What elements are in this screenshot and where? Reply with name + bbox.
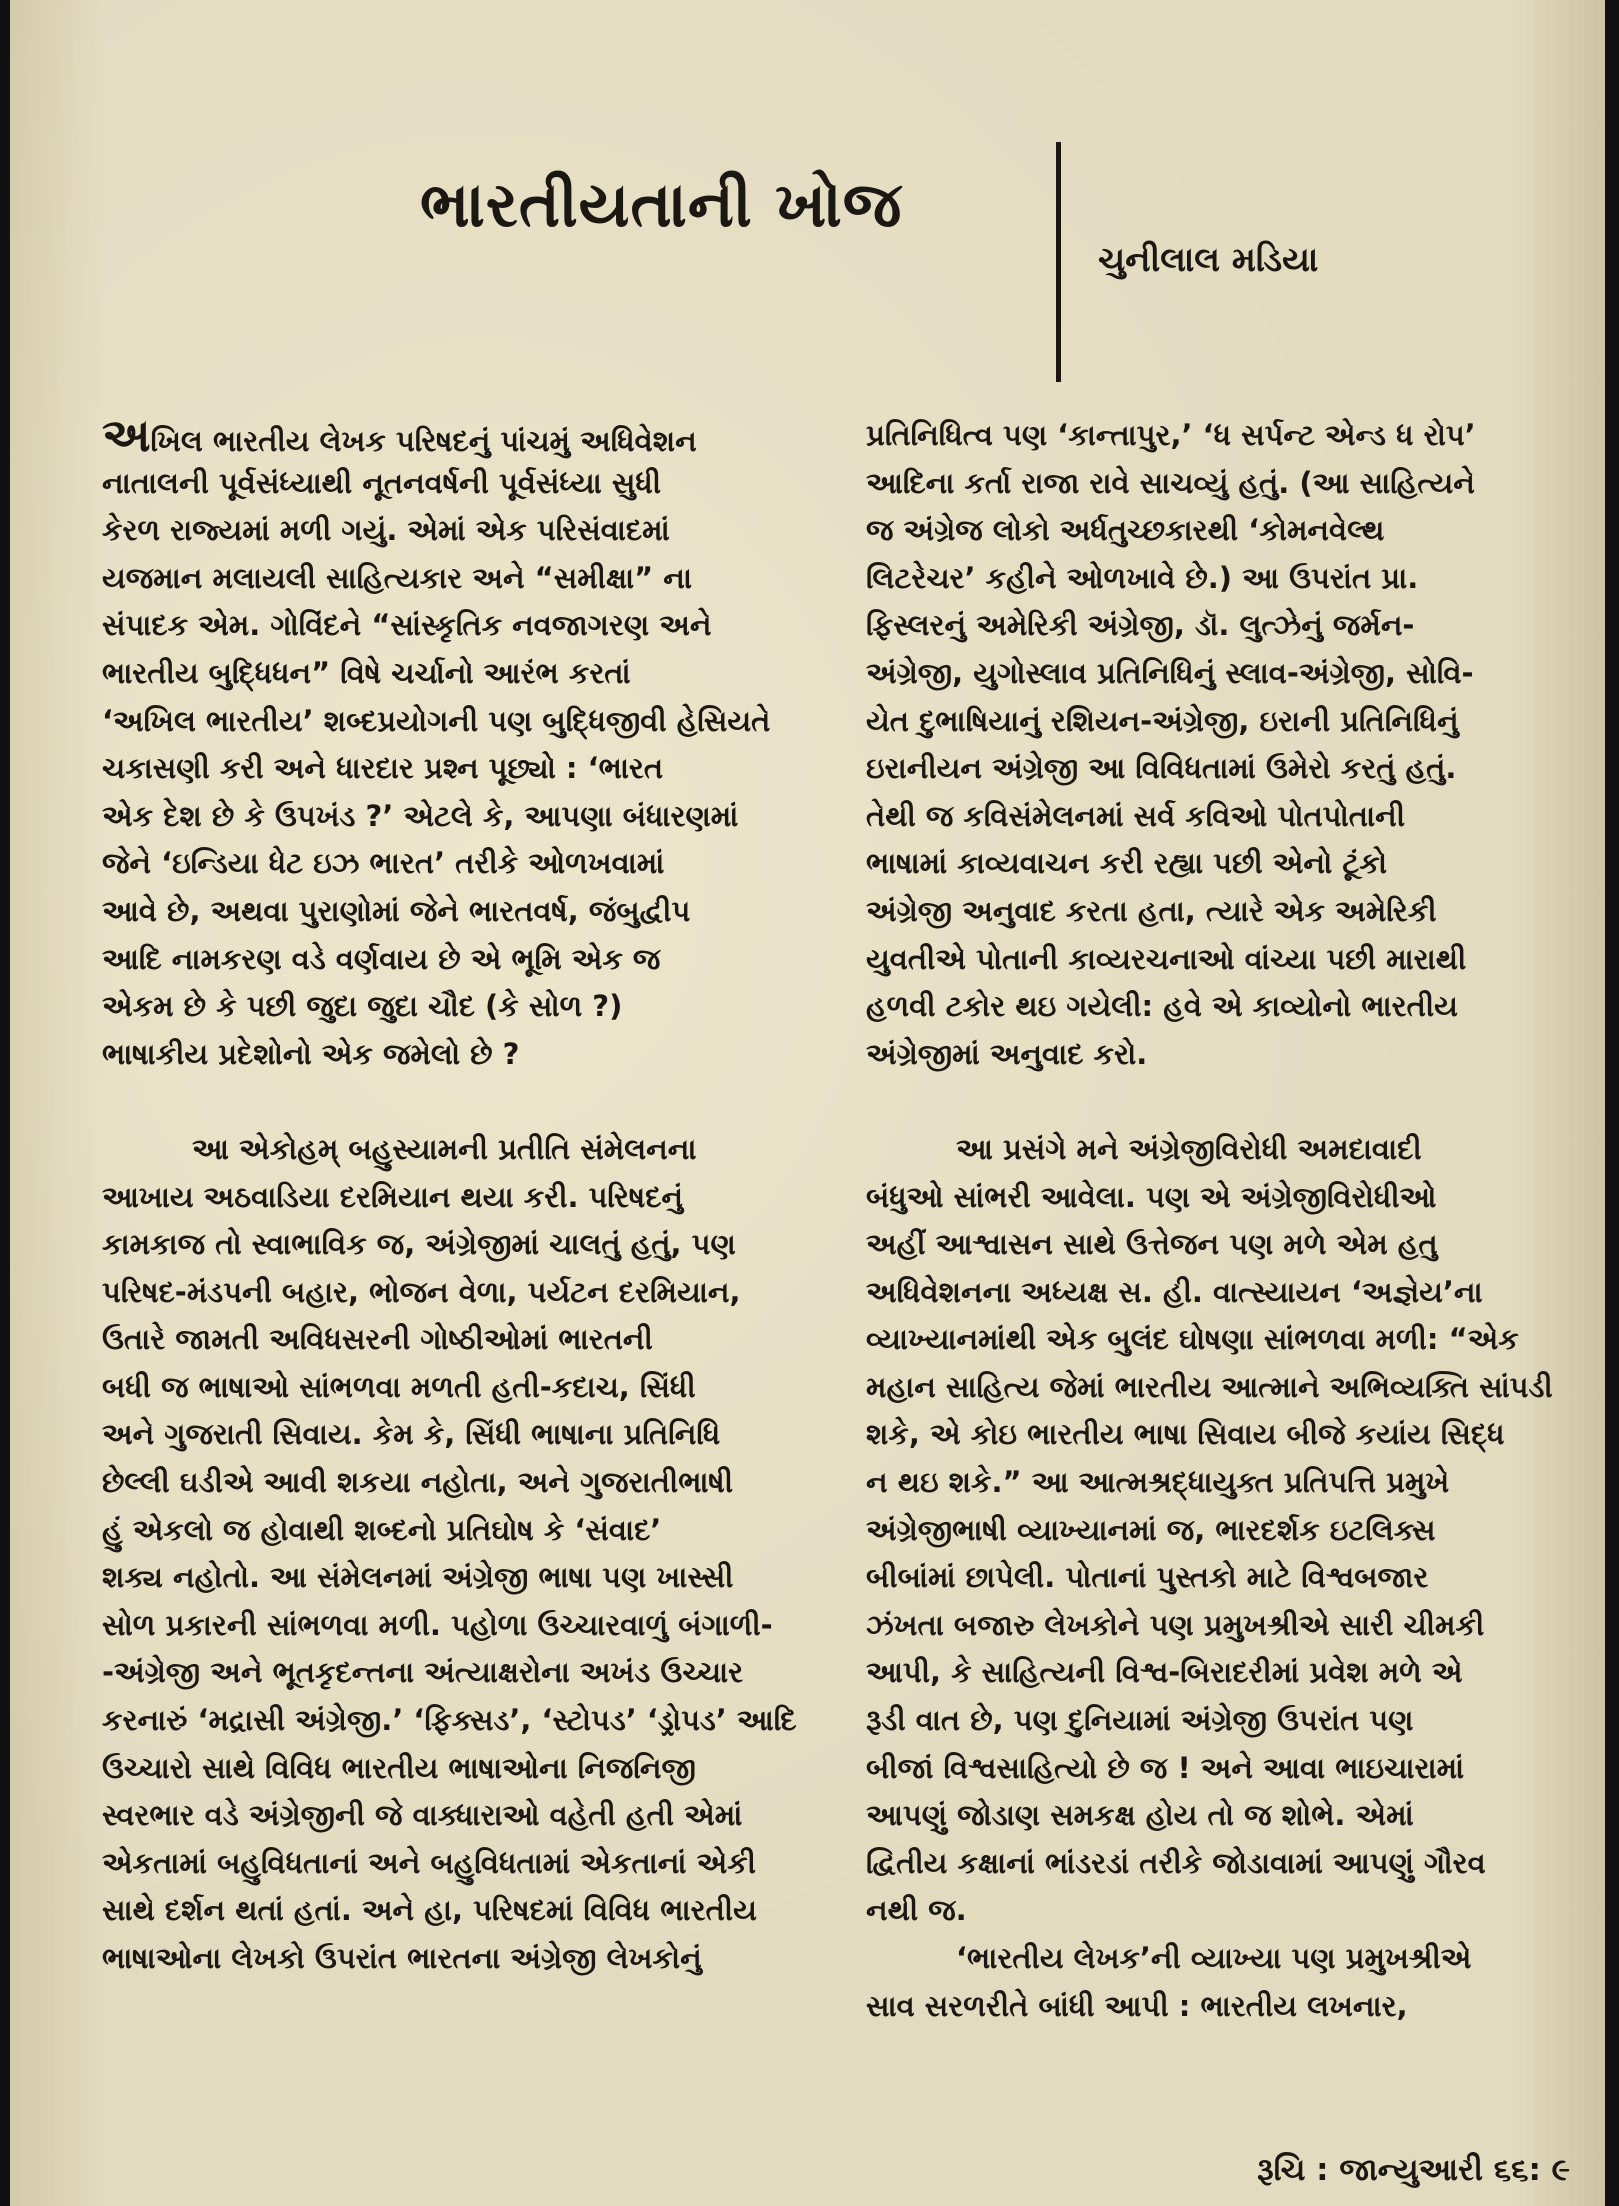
text-line (866, 460, 1566, 508)
text-line (866, 1745, 1566, 1793)
text-line-content: યુવતીએ પોતાની કાવ્યરચનાઓ વાંચ્યા પછી મારાથી (866, 941, 1467, 976)
text-line-content: સોળ પ્રકારની સાંભળવા મળી. પહોળા ઉચ્ચારવાળું બંગાળી- (102, 1607, 773, 1642)
text-line-content: બધી જ ભાષાઓ સાંભળવા મળતી હતી-કદાચ, સિંધી (102, 1369, 696, 1404)
text-line (866, 602, 1566, 650)
text-line (102, 793, 814, 841)
text-line-content: એક દેશ છે કે ઉપખંડ ?’ એટલે કે, આપણા બંધારણમાં (102, 798, 739, 833)
text-line (102, 460, 814, 508)
text-line-content: અંગ્રેજીમાં અનુવાદ કરો. (866, 1036, 1148, 1071)
text-line (866, 1554, 1566, 1602)
text-line-content: અહીં આશ્વાસન સાથે ઉત્તેજન પણ મળે એમ હતુ (866, 1227, 1438, 1262)
text-line-content: આવે છે, અથવા પુરાણોમાં જેને ભારતવર્ષ, જંબુદ્વીપ (102, 893, 691, 928)
text-line-content: શક્ય નહોતો. આ સંમેલનમાં અંગ્રેજી ભાષા પણ ખાસ્સી (102, 1560, 734, 1595)
text-line-content: બીબાંમાં છાપેલી. પોતાનાં પુસ્તકો માટે વિશ્વબજાર (866, 1560, 1429, 1595)
text-line-content: યેત દુભાષિયાનું રશિયન-અંગ્રેજી, ઇરાની પ્રતિનિધિનું (866, 703, 1459, 738)
text-line-content: ઉતારે જામતી અવિધસરની ગોષ્ઠીઓમાં ભારતની (102, 1322, 653, 1357)
text-line (866, 1887, 1566, 1935)
text-line (102, 1887, 814, 1935)
article-title: ભારતીયતાની ખોજ (420, 168, 903, 241)
text-line (866, 793, 1566, 841)
text-line-content: પરિષદ-મંડપની બહાર, ભોજન વેળા, પર્યટન દરમિયાન, (102, 1274, 741, 1309)
text-line-content: નાતાલની પૂર્વસંધ્યાથી નૂતનવર્ષની પૂર્વસંધ્યા સુધી (102, 465, 662, 500)
text-line-content: કામકાજ તો સ્વાભાવિક જ, અંગ્રેજીમાં ચાલતું હતું, પણ (102, 1227, 736, 1262)
text-line (102, 936, 814, 984)
text-line-content: ભાષામાં કાવ્યવાચન કરી રહ્યા પછી એનો ટૂંકો (866, 846, 1387, 881)
text-line (866, 888, 1566, 936)
text-line (102, 1031, 814, 1079)
text-line (866, 1507, 1566, 1555)
text-line (866, 1316, 1566, 1364)
text-line (102, 1554, 814, 1602)
text-line (102, 698, 814, 746)
text-line-content: કેરળ રાજ્યમાં મળી ગયું. એમાં એક પરિસંવાદમાં (102, 513, 670, 548)
text-line-content: કરનારું ‘મદ્રાસી અંગ્રેજી.’ ‘ફિક્સડ’, ‘સ્ટોપડ’ ‘ડ્રોપડ’ આદિ (102, 1703, 797, 1738)
text-line (102, 1935, 814, 1983)
article-author: ચુનીલાલ મડિયા (1098, 240, 1319, 280)
text-line-content: એકમ છે કે પછી જુદા જુદા ચૌદ (કે સોળ ?) (102, 989, 623, 1024)
text-line-content: સાથે દર્શન થતાં હતાં. અને હા, પરિષદમાં વિવિધ ભારતીય (102, 1893, 757, 1928)
text-line (102, 840, 814, 888)
text-line-content: -અંગ્રેજી અને ભૂતકૃદન્તના અંત્યાક્ષરોના અખંડ ઉચ્ચાર (102, 1655, 744, 1690)
text-line (102, 1602, 814, 1650)
text-line (866, 1983, 1566, 2031)
text-line (866, 840, 1566, 888)
text-line-content: આ પ્રસંગે મને અંગ્રેજીવિરોધી અમદાવાદી (956, 1131, 1422, 1166)
text-line (102, 507, 814, 555)
text-line-content: ઇરાનીયન અંગ્રેજી આ વિવિધતામાં ઉમેરો કરતું હતું. (866, 751, 1457, 786)
text-line-content: આદિ નામકરણ વડે વર્ણવાય છે એ ભૂમિ એક જ (102, 941, 661, 976)
text-line (102, 1840, 814, 1888)
text-line-content: ભારતીય બુદ્ધિધન” વિષે ચર્ચાનો આરંભ કરતાં (102, 655, 631, 690)
text-line (102, 1316, 814, 1364)
text-line (866, 1364, 1566, 1412)
text-line (102, 1745, 814, 1793)
text-line-content: જેને ‘ઇન્ડિયા ધેટ ઇઝ ભારત’ તરીકે ઓળખવામાં (102, 846, 665, 881)
text-line-content: ભાષાઓના લેખકો ઉપરાંત ભારતના અંગ્રેજી લેખકોનું (102, 1941, 702, 1975)
text-line-content: સંપાદક એમ. ગોવિંદને “સાંસ્કૃતિક નવજાગરણ અને (102, 608, 712, 643)
text-line-content: ઝંખતા બજારુ લેખકોને પણ પ્રમુખશ્રીએ સારી ચીમકી (866, 1607, 1485, 1642)
text-line (866, 745, 1566, 793)
text-line-content: આદિના કર્તા રાજા રાવે સાચવ્યું હતું. (આ સાહિત્યને (866, 465, 1475, 500)
text-line-content: બંધુઓ સાંભરી આવેલા. પણ એ અંગ્રેજીવિરોધીઓ (866, 1179, 1437, 1214)
text-line-content: આ એકોહમ્ બહુસ્યામની પ્રતીતિ સંમેલનના (192, 1131, 697, 1166)
text-line (102, 1507, 814, 1555)
magazine-page (10, 0, 1605, 2206)
text-line (102, 745, 814, 793)
text-line (102, 412, 814, 460)
text-line (102, 983, 814, 1031)
text-line (866, 1411, 1566, 1459)
text-line-content: ન થઇ શકે.” આ આત્મશ્રદ્ધાયુક્ત પ્રતિપત્તિ પ્રમુખે (866, 1465, 1450, 1500)
text-line-content: યજમાન મલાયલી સાહિત્યકાર અને “સમીક્ષા” ના (102, 560, 692, 595)
text-line (102, 1411, 814, 1459)
text-line-content: સાવ સરળરીતે બાંધી આપી : ભારતીય લખનાર, (866, 1988, 1408, 2023)
drop-cap: અ (102, 412, 151, 460)
text-line (102, 602, 814, 650)
text-line-content: આપી, કે સાહિત્યની વિશ્વ-બિરાદરીમાં પ્રવેશ મળે એ (866, 1655, 1463, 1690)
text-line (866, 507, 1566, 555)
text-line-content: અને ગુજરાતી સિવાય. કેમ કે, સિંધી ભાષાના પ્રતિનિધિ (102, 1417, 721, 1452)
text-line-content: શકે, એ કોઇ ભારતીય ભાષા સિવાય બીજે કયાંય સિદ્ધ (866, 1417, 1505, 1452)
text-line (866, 1602, 1566, 1650)
left-text-column (102, 412, 814, 1983)
text-line-content: ખિલ ભારતીય લેખક પરિષદનું પાંચમું અધિવેશન (150, 424, 697, 458)
text-line-content: અંગ્રેજીભાષી વ્યાખ્યાનમાં જ, ભારદર્શક ઇટલિક્સ (866, 1512, 1436, 1547)
text-line (866, 1840, 1566, 1888)
page-footer: રૂચિ : જાન્યુઆરી ૬૬: ૯ (1257, 2152, 1570, 2188)
text-line (102, 1459, 814, 1507)
text-line (866, 1078, 1566, 1126)
text-line (102, 1792, 814, 1840)
text-line (866, 1649, 1566, 1697)
text-line-content: અધિવેશનના અધ્યક્ષ સ. હી. વાત્સ્યાયન ‘અજ્ઞેય’ના (866, 1274, 1483, 1309)
text-line (866, 650, 1566, 698)
text-line (866, 698, 1566, 746)
text-line-content: ‘અખિલ ભારતીય’ શબ્દપ્રયોગની પણ બુદ્ધિજીવી હેસિયતે (102, 703, 771, 738)
text-line (866, 936, 1566, 984)
text-line-content: રૂડી વાત છે, પણ દુનિયામાં અંગ્રેજી ઉપરાંત પણ (866, 1703, 1414, 1738)
text-line (866, 1459, 1566, 1507)
text-line-content: દ્વિતીય કક્ષાનાં ભાંડરડાં તરીકે જોડાવામાં આપણું ગૌરવ (866, 1845, 1486, 1880)
text-line-content: મહાન સાહિત્ય જેમાં ભારતીય આત્માને અભિવ્યક્તિ સાંપડી (866, 1369, 1553, 1404)
text-line-content: ‘ભારતીય લેખક’ની વ્યાખ્યા પણ પ્રમુખશ્રીએ (956, 1941, 1472, 1975)
text-line (102, 1269, 814, 1317)
text-line (102, 1174, 814, 1222)
title-divider-rule (1056, 142, 1061, 382)
text-line (866, 1697, 1566, 1745)
text-line (102, 888, 814, 936)
text-line-content: છેલ્લી ઘડીએ આવી શકયા નહોતા, અને ગુજરાતીભાષી (102, 1465, 734, 1500)
text-line-content: હળવી ટકોર થઇ ગયેલી: હવે એ કાવ્યોનો ભારતીય (866, 989, 1458, 1024)
text-line (866, 1174, 1566, 1222)
text-line (102, 1697, 814, 1745)
text-line (866, 1031, 1566, 1079)
text-line-content: અંગ્રેજી, યુગોસ્લાવ પ્રતિનિધિનું સ્લાવ-અંગ્રેજી, સોવિ- (866, 655, 1474, 690)
text-line-content: આખાય અઠવાડિયા દરમિયાન થયા કરી. પરિષદનું (102, 1179, 684, 1214)
text-line-content: સ્વરભાર વડે અંગ્રેજીની જે વાક્ધારાઓ વહેતી હતી એમાં (102, 1798, 743, 1833)
text-line-content: હું એકલો જ હોવાથી શબ્દનો પ્રતિઘોષ કે ‘સંવાદ’ (102, 1512, 662, 1547)
text-line (102, 1649, 814, 1697)
text-line-content: ભાષાકીય પ્રદેશોનો એક જમેલો છે ? (102, 1036, 520, 1071)
text-line-content: તેથી જ કવિસંમેલનમાં સર્વ કવિઓ પોતપોતાની (866, 798, 1405, 833)
text-line (866, 1792, 1566, 1840)
text-line-content: ચકાસણી કરી અને ધારદાર પ્રશ્ન પૂછ્યો : ‘ભારત (102, 751, 664, 786)
text-line-content: લિટરેચર’ કહીને ઓળખાવે છે.) આ ઉપરાંત પ્રા. (866, 560, 1419, 595)
text-line (866, 555, 1566, 603)
text-line (102, 1364, 814, 1412)
text-line (866, 1221, 1566, 1269)
text-line (866, 1269, 1566, 1317)
text-line-content: જ અંગ્રેજ લોકો અર્ધતુચ્છકારથી ‘કોમનવેલ્થ (866, 513, 1385, 548)
text-line (866, 983, 1566, 1031)
text-line (866, 1126, 1566, 1174)
text-line (102, 555, 814, 603)
text-line (866, 1935, 1566, 1983)
text-line (102, 650, 814, 698)
text-line (102, 1078, 814, 1126)
text-line-content: ઉચ્ચારો સાથે વિવિધ ભારતીય ભાષાઓના નિજનિજી (102, 1750, 696, 1785)
text-line (102, 1126, 814, 1174)
text-line-content: અંગ્રેજી અનુવાદ કરતા હતા, ત્યારે એક અમેરિકી (866, 893, 1437, 928)
text-line (102, 1221, 814, 1269)
text-line (866, 412, 1566, 460)
text-line-content: નથી જ. (866, 1893, 967, 1928)
text-line-content: આપણું જોડાણ સમકક્ષ હોય તો જ શોભે. એમાં (866, 1798, 1414, 1833)
text-line-content: પ્રતિનિધિત્વ પણ ‘કાન્તાપુર,’ ‘ધ સર્પન્ટ એન્ડ ધ રોપ’ (866, 418, 1476, 452)
text-line-content: એકતામાં બહુવિધતાનાં અને બહુવિધતામાં એકતાનાં એકી (102, 1845, 756, 1880)
right-text-column (866, 412, 1566, 2030)
text-line-content: વ્યાખ્યાનમાંથી એક બુલંદ ઘોષણા સાંભળવા મળી: “એક (866, 1322, 1519, 1357)
text-line-content: ફિસ્લરનું અમેરિકી અંગ્રેજી, ડૉ. લુત્ઝેનું જર્મન- (866, 608, 1415, 643)
text-line-content: બીજાં વિશ્વસાહિત્યો છે જ ! અને આવા ભાઇચારામાં (866, 1750, 1465, 1785)
